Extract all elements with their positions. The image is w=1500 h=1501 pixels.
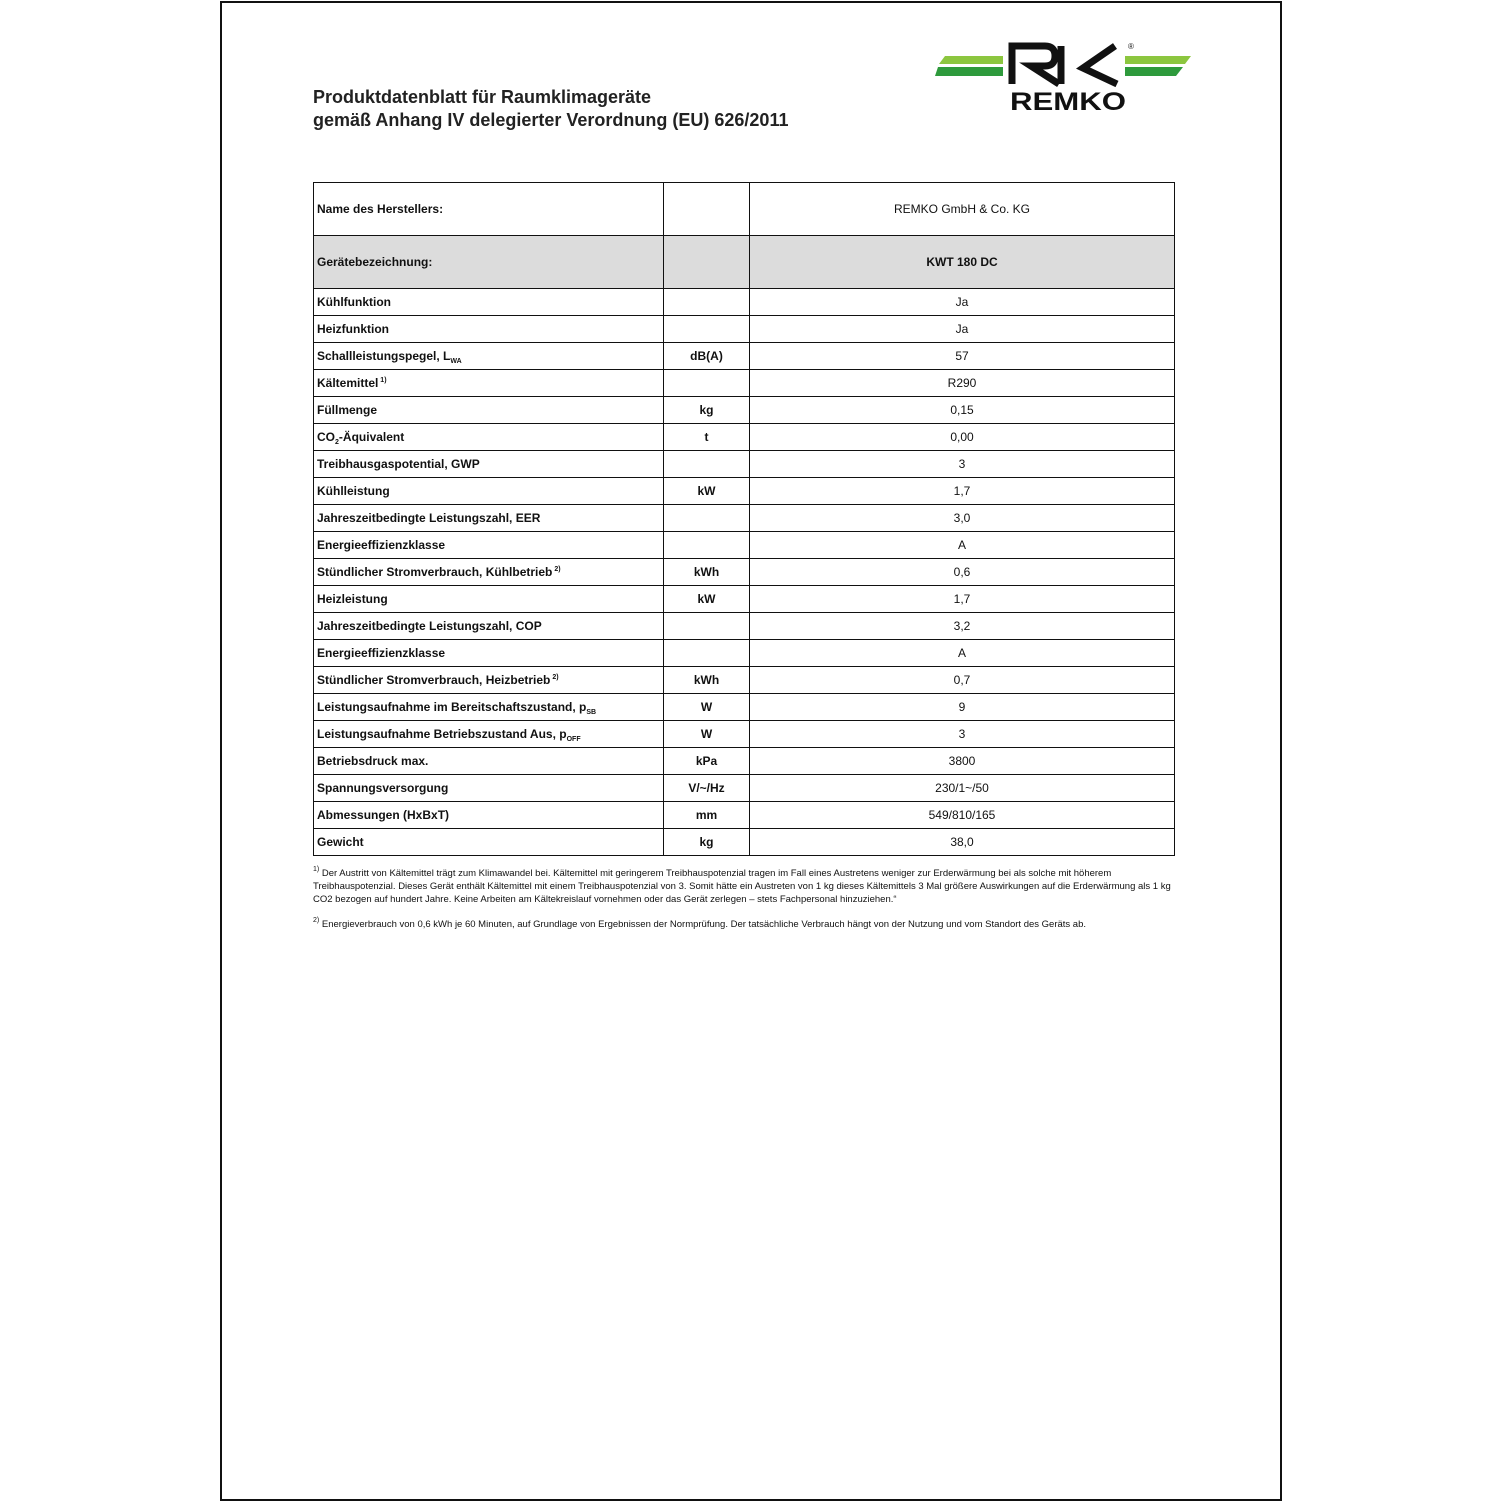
row-value: 0,15 (750, 397, 1175, 424)
footnote-mark: 1) (313, 866, 320, 873)
footnote-2 (313, 918, 1175, 931)
row-value: A (750, 640, 1175, 667)
footnotes (313, 867, 1175, 943)
table-row (314, 451, 1175, 478)
svg-text:®: ® (1128, 42, 1134, 51)
table-row (314, 424, 1175, 451)
row-label-text: Jahreszeitbedingte Leistungszahl, EER (317, 511, 541, 525)
table-row (314, 694, 1175, 721)
row-value: 0,00 (750, 424, 1175, 451)
table-row (314, 505, 1175, 532)
row-label-footnote-mark: 1) (378, 377, 387, 384)
row-label (314, 316, 664, 343)
table-row (314, 640, 1175, 667)
row-label-subscript: OFF (566, 736, 581, 743)
row-unit: kg (664, 829, 750, 856)
row-unit: dB(A) (664, 343, 750, 370)
row-label-text: Füllmenge (317, 403, 378, 417)
footnote-1 (313, 867, 1175, 906)
table-row (314, 613, 1175, 640)
row-label-text: Schallleistungspegel, L (317, 349, 451, 363)
row-value: Ja (750, 316, 1175, 343)
footnote-text: Energieverbrauch von 0,6 kWh je 60 Minuten, auf Grundlage von Ergebnissen der Normprüfung. Der tatsächliche Verbrauch hängt von der Nutzung und vom Standort des Geräts ab. (319, 919, 1087, 930)
row-label (314, 343, 664, 370)
row-label (314, 748, 664, 775)
row-unit: mm (664, 802, 750, 829)
row-unit (664, 613, 750, 640)
row-unit: W (664, 721, 750, 748)
row-value: 3800 (750, 748, 1175, 775)
row-unit: kWh (664, 667, 750, 694)
table-row (314, 316, 1175, 343)
row-label (314, 559, 664, 586)
row-value: 0,6 (750, 559, 1175, 586)
row-label (314, 613, 664, 640)
table-row (314, 775, 1175, 802)
row-unit: kW (664, 478, 750, 505)
row-unit (664, 451, 750, 478)
table-row (314, 478, 1175, 505)
row-unit: kPa (664, 748, 750, 775)
row-label-text: Kältemittel (317, 376, 379, 390)
row-unit: W (664, 694, 750, 721)
row-label (314, 478, 664, 505)
row-label-text: Energieeffizienzklasse (317, 646, 446, 660)
table-row (314, 586, 1175, 613)
table-row (314, 343, 1175, 370)
row-label-text: Heizleistung (317, 592, 388, 606)
row-unit (664, 640, 750, 667)
footnote-mark: 2) (313, 917, 320, 924)
row-value: R290 (750, 370, 1175, 397)
row-value: 1,7 (750, 478, 1175, 505)
manufacturer-value: REMKO GmbH & Co. KG (750, 183, 1175, 236)
row-value: Ja (750, 289, 1175, 316)
row-label (314, 829, 664, 856)
device-label: Gerätebezeichnung: (314, 236, 664, 289)
row-label-subscript: WA (450, 358, 462, 365)
row-label-text: Energieeffizienzklasse (317, 538, 446, 552)
row-unit (664, 505, 750, 532)
row-label (314, 802, 664, 829)
table-row (314, 289, 1175, 316)
row-label (314, 721, 664, 748)
title-line-1: Produktdatenblatt für Raumklimageräte (313, 87, 652, 107)
table-row (314, 397, 1175, 424)
row-unit: t (664, 424, 750, 451)
row-label-text: Spannungsversorgung (317, 781, 449, 795)
row-unit (664, 289, 750, 316)
device-unit (664, 236, 750, 289)
row-label (314, 532, 664, 559)
row-unit (664, 370, 750, 397)
row-unit: kWh (664, 559, 750, 586)
row-value: 0,7 (750, 667, 1175, 694)
table-row (314, 559, 1175, 586)
row-label-text: Leistungsaufnahme im Bereitschaftszustand, p (317, 700, 587, 714)
product-data-table (313, 182, 1175, 856)
row-label-text: Kühlfunktion (317, 295, 391, 309)
table-row (314, 667, 1175, 694)
row-label-footnote-mark: 2) (550, 674, 559, 681)
remko-logo (935, 40, 1191, 114)
row-value: 3,0 (750, 505, 1175, 532)
row-value: 3,2 (750, 613, 1175, 640)
row-label-tail: -Äquivalent (338, 430, 405, 444)
row-label-text: Heizfunktion (317, 322, 389, 336)
table-row (314, 532, 1175, 559)
table-row (314, 829, 1175, 856)
document-title (313, 86, 788, 132)
row-label-text: Jahreszeitbedingte Leistungszahl, COP (317, 619, 542, 633)
table-row-manufacturer (314, 183, 1175, 236)
row-label-text: Leistungsaufnahme Betriebszustand Aus, p (317, 727, 567, 741)
row-label-text: Gewicht (317, 835, 364, 849)
row-value: 230/1~/50 (750, 775, 1175, 802)
footnote-text: Der Austritt von Kältemittel trägt zum Klimawandel bei. Kältemittel mit geringerem Treibhauspotenzial tragen im Fall eines Austretens weniger zur Erderwärmung bei als solche mit höherem Treibhauspotenzial. Dieses Gerät enthält Kältemittel mit einem Treibhauspotenzial von 3. Somit hätte ein Austreten von 1 kg dieses Kältemittels 3 Mal größere Auswirkungen auf die Erderwärmung als 1 kg CO2 bezogen auf hundert Jahre. Keine Arbeiten am Kältekreislauf vornehmen oder das Gerät zerlegen – stets Fachpersonal hinzuziehen.“ (313, 868, 1171, 905)
row-value: A (750, 532, 1175, 559)
row-unit: kW (664, 586, 750, 613)
row-label (314, 694, 664, 721)
row-unit: V/~/Hz (664, 775, 750, 802)
manufacturer-label: Name des Herstellers: (314, 183, 664, 236)
row-label-subscript: SB (586, 709, 597, 716)
row-label-text: CO (317, 430, 335, 444)
row-value: 549/810/165 (750, 802, 1175, 829)
device-value: KWT 180 DC (750, 236, 1175, 289)
table-row (314, 721, 1175, 748)
row-value: 9 (750, 694, 1175, 721)
row-value: 3 (750, 721, 1175, 748)
row-label (314, 370, 664, 397)
row-label (314, 505, 664, 532)
row-label-text: Abmessungen (HxBxT) (317, 808, 450, 822)
row-label-text: Stündlicher Stromverbrauch, Kühlbetrieb (317, 565, 553, 579)
row-label (314, 667, 664, 694)
table-row (314, 370, 1175, 397)
row-value: 38,0 (750, 829, 1175, 856)
row-unit: kg (664, 397, 750, 424)
row-label-text: Treibhausgaspotential, GWP (317, 457, 480, 471)
row-label-text: Kühlleistung (317, 484, 390, 498)
title-line-2: gemäß Anhang IV delegierter Verordnung (EU) 626/2011 (313, 110, 789, 130)
table-row (314, 802, 1175, 829)
row-label-text: Betriebsdruck max. (317, 754, 429, 768)
row-label (314, 289, 664, 316)
row-label-footnote-mark: 2) (552, 566, 561, 573)
row-label-subscript: 2 (335, 439, 339, 446)
row-label (314, 397, 664, 424)
row-label-text: Stündlicher Stromverbrauch, Heizbetrieb (317, 673, 551, 687)
manufacturer-unit (664, 183, 750, 236)
table-row-device (314, 236, 1175, 289)
row-value: 3 (750, 451, 1175, 478)
table-row (314, 748, 1175, 775)
row-label (314, 424, 664, 451)
svg-text:REMKO: REMKO (1010, 88, 1126, 114)
row-value: 1,7 (750, 586, 1175, 613)
row-label (314, 640, 664, 667)
row-label (314, 586, 664, 613)
row-label (314, 775, 664, 802)
row-unit (664, 532, 750, 559)
row-label (314, 451, 664, 478)
row-value: 57 (750, 343, 1175, 370)
row-unit (664, 316, 750, 343)
